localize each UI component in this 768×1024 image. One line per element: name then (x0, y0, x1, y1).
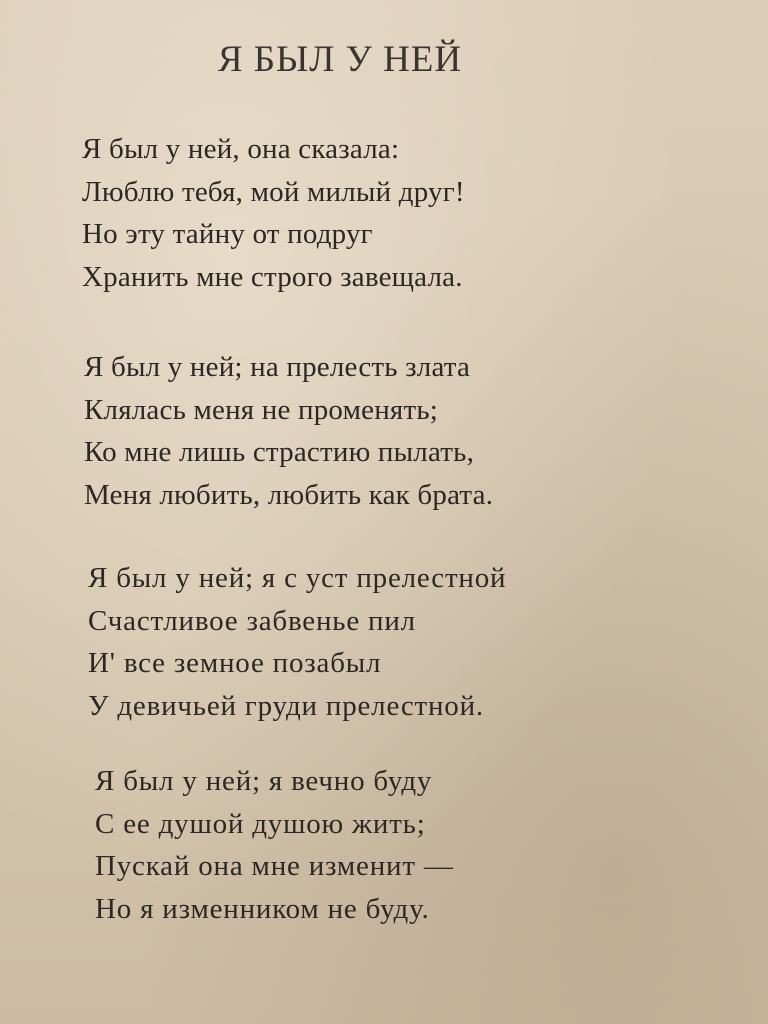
poem-line: У девичьей груди прелестной. (88, 689, 484, 722)
poem-line: Пускай она мне изменит — (95, 850, 454, 882)
poem-line: Клялась меня не променять; (84, 393, 439, 426)
poem-line: Счастливое забвенье пил (88, 604, 416, 637)
poem-line: Люблю тебя, мой милый друг! (82, 175, 465, 208)
poem-title: Я БЫЛ У НЕЙ (217, 39, 463, 80)
poem-line: Но эту тайну от подруг (82, 218, 373, 250)
poem-line: С ее душой душою жить; (95, 807, 426, 840)
poem-line: Я был у ней; я с уст прелестной (88, 562, 507, 594)
poem-line: Хранить мне строго завещала. (82, 260, 463, 293)
poem-line: Я был у ней; я вечно буду (95, 765, 433, 797)
poem-line: Я был у ней, она сказала: (82, 133, 400, 165)
stanza-4 (95, 760, 454, 930)
stanza-3 (88, 557, 506, 727)
stanza-1 (82, 128, 465, 298)
poem-line: Ко мне лишь страстию пылать, (84, 436, 475, 468)
poem-line: Я был у ней; на прелесть злата (84, 351, 471, 383)
poem-line: Но я изменником не буду. (95, 892, 430, 925)
poem-line: И' все земное позабыл (88, 647, 382, 679)
stanza-2 (84, 346, 493, 516)
poem-line: Меня любить, любить как брата. (84, 478, 494, 511)
